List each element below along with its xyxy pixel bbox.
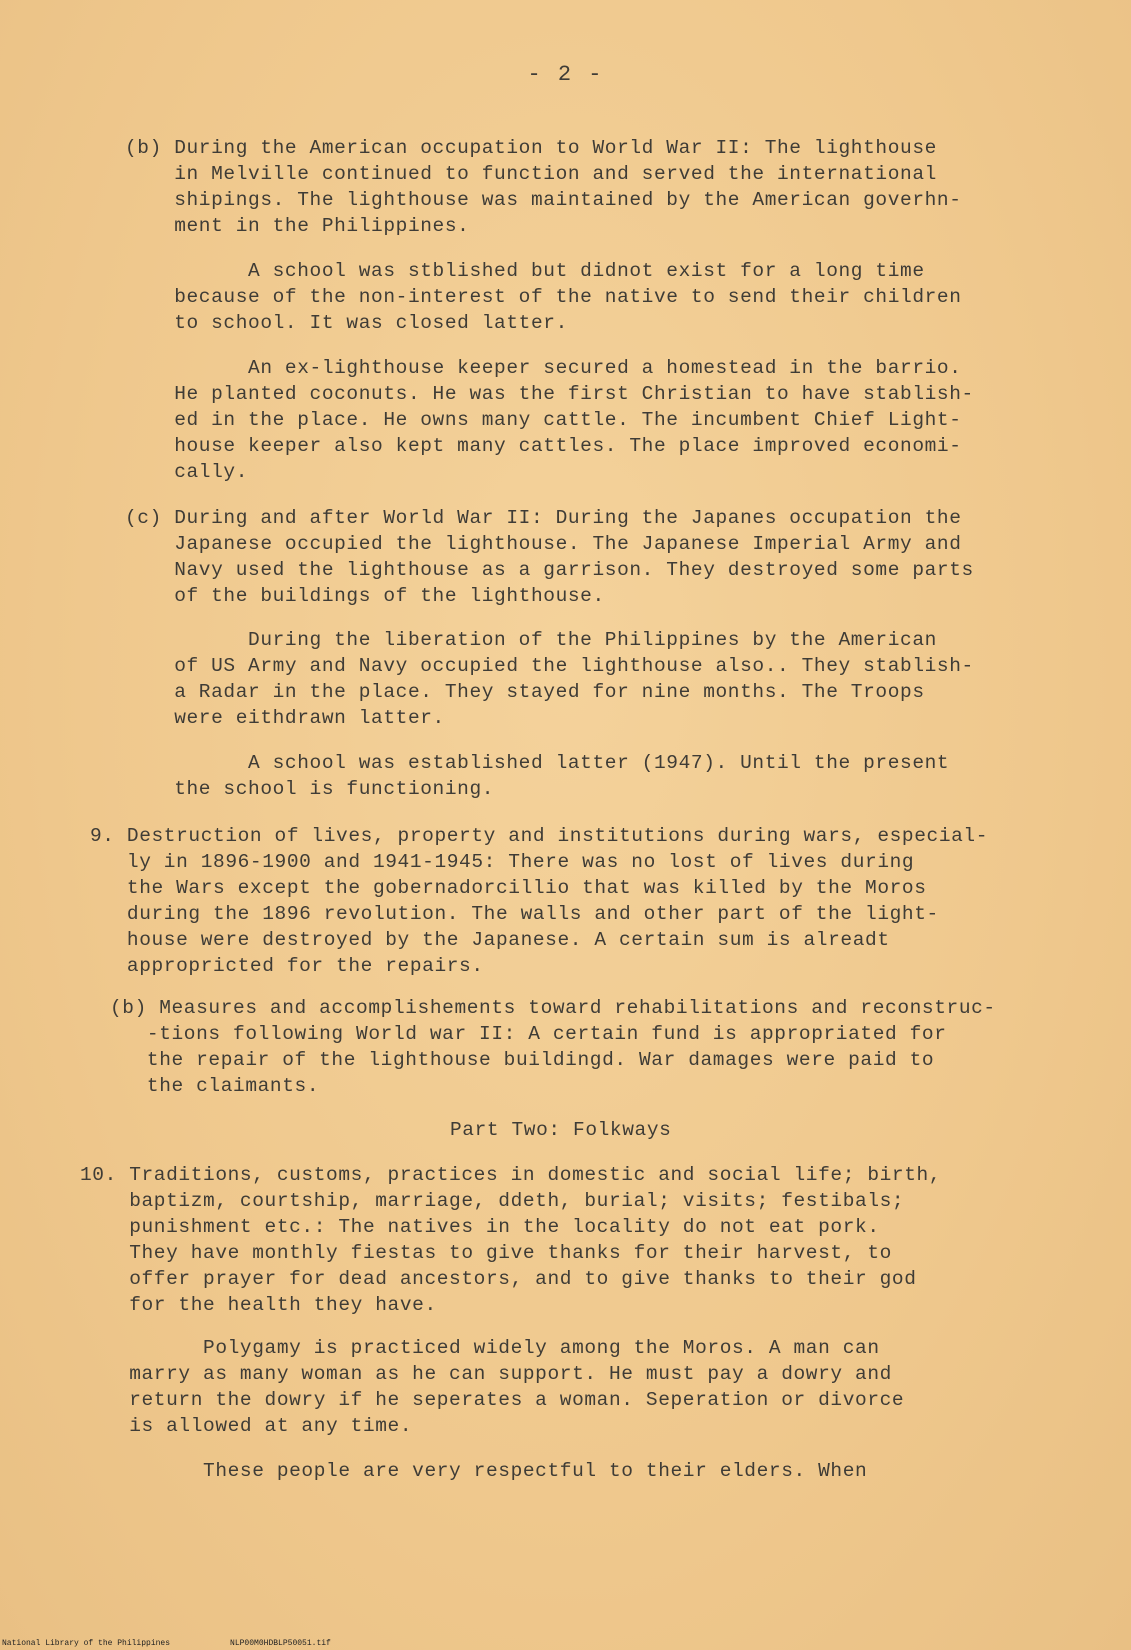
item-9-destruction: 9. Destruction of lives, property and institutions during wars, especial- ly in 1896-1900 and 1941-1945: There was no lost of lives during the Wars except the gobernadorcillio that was killed by the Moros during the 1896 revolution. The walls and other part of the light- house were destroyed by the Japanese. A certain sum is alreadt appropricted for the repairs. xyxy=(90,825,989,977)
paragraph-elders: These people are very respectful to their elders. When xyxy=(80,1460,868,1482)
part-two-heading: Part Two: Folkways xyxy=(450,1119,672,1141)
page-number: - 2 - xyxy=(527,62,604,87)
paragraph-school-first: A school was stblished but didnot exist for a long time because of the non-interest of the native to send their children to school. It was closed latter. xyxy=(174,260,962,334)
item-9b-rehabilitation: (b) Measures and accomplishements toward rehabilitations and reconstruc- -tions following World war II: A certain fund is appropriated for the repair of the lighthouse buildingd. War damages were paid to the claimants. xyxy=(110,997,996,1097)
footer-file-id: NLP00M0HDBLP50051.tif xyxy=(230,1639,331,1648)
paragraph-liberation: During the liberation of the Philippines by the American of US Army and Navy occupied the lighthouse also.. They stablish- a Radar in the place. They stayed for nine months. The Troops were eithdrawn latter. xyxy=(174,629,974,729)
footer-library: National Library of the Philippines xyxy=(2,1639,171,1648)
section-c-world-war-ii: (c) During and after World War II: During the Japanes occupation the Japanese occupied the lighthouse. The Japanese Imperial Army and Navy used the lighthouse as a garrison. They destroyed some parts of the buildings of the lighthouse. xyxy=(125,507,974,607)
section-b-american-occupation: (b) During the American occupation to World War II: The lighthouse in Melville continued to function and served the international shipings. The lighthouse was maintained by the American goverhn- ment in the Philippines. xyxy=(125,137,962,237)
paragraph-lighthouse-keeper: An ex-lighthouse keeper secured a homestead in the barrio. He planted coconuts. He was the first Christian to have stablish- ed in the place. He owns many cattle. The incumbent Chief Light- house keeper also kept many cattles. The place improved economi- cally. xyxy=(174,357,974,483)
scan-footer xyxy=(2,1639,331,1649)
paragraph-school-established: A school was established latter (1947). Until the present the school is functioning. xyxy=(174,752,950,800)
item-10-traditions: 10. Traditions, customs, practices in domestic and social life; birth, baptizm, courtship, marriage, ddeth, burial; visits; festibals; punishment etc.: The natives in the locality do not eat pork. They have monthly fiestas to give thanks for their harvest, to offer prayer for dead ancestors, and to give thanks to their god for the health they have. xyxy=(80,1164,942,1316)
paragraph-polygamy: Polygamy is practiced widely among the Moros. A man can marry as many woman as he can support. He must pay a dowry and return the dowry if he seperates a woman. Seperation or divorce is allowed at any time. xyxy=(129,1337,905,1437)
